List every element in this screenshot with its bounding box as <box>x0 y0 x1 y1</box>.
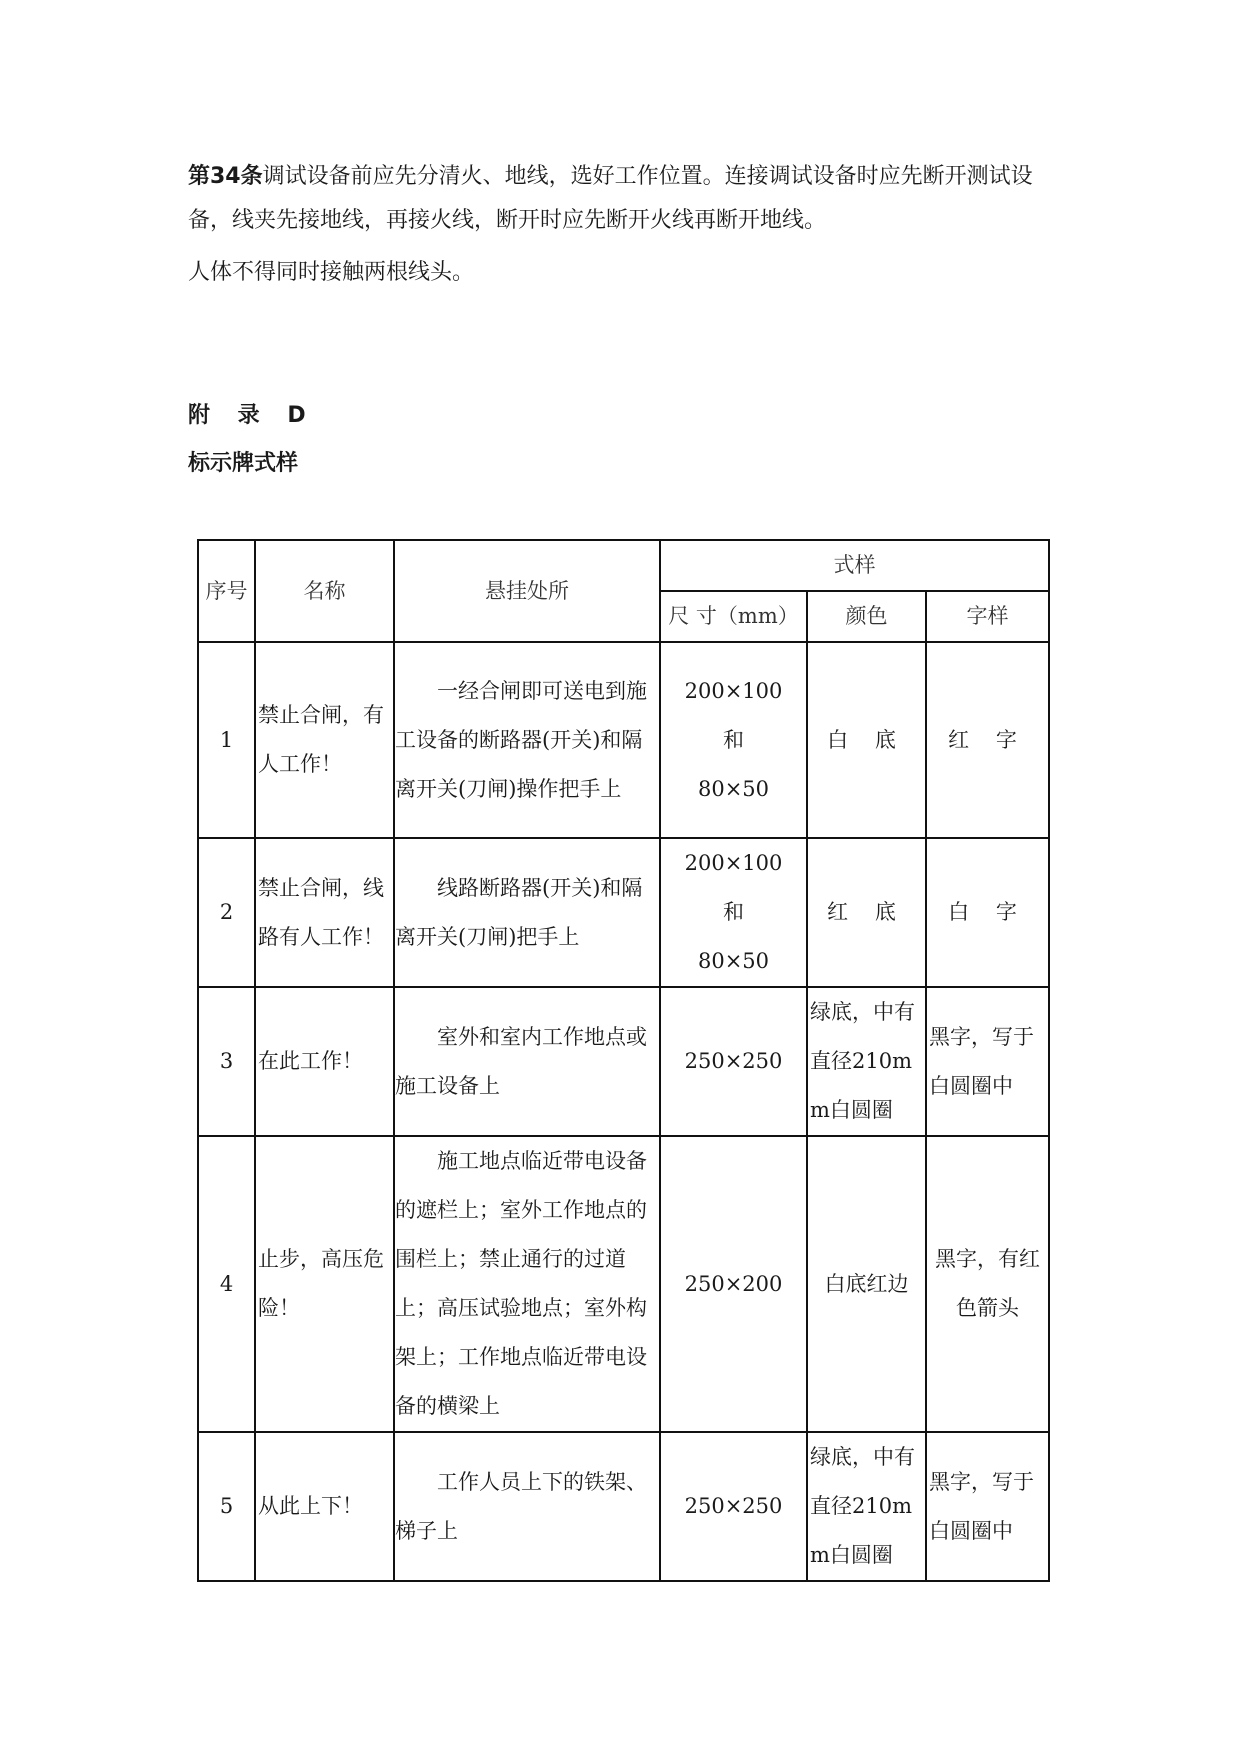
article-last-line: 人体不得同时接触两根线头。 <box>188 260 475 285</box>
size-secondary: 80×50 <box>697 949 770 973</box>
header-font: 字样 <box>926 591 1049 642</box>
header-style: 式样 <box>660 540 1049 591</box>
row-font: 黑字，有红色箭头 <box>926 1136 1049 1432</box>
row-name: 止步，高压危险！ <box>255 1136 394 1432</box>
row-no: 1 <box>198 642 255 838</box>
header-no: 序号 <box>198 540 255 642</box>
size-and: 和 <box>723 900 744 924</box>
sign-style-table <box>197 539 1050 1582</box>
table-row <box>198 642 1049 838</box>
row-color: 白底红边 <box>807 1136 926 1432</box>
row-name: 禁止合闸，有人工作！ <box>255 642 394 838</box>
row-place: 施工地点临近带电设备的遮栏上；室外工作地点的围栏上；禁止通行的过道上；高压试验地点；室外构架上；工作地点临近带电设备的横梁上 <box>394 1136 660 1432</box>
row-place: 一经合闸即可送电到施工设备的断路器(开关)和隔离开关(刀闸)操作把手上 <box>394 642 660 838</box>
row-size: 250×250 <box>660 987 807 1136</box>
article-text: 调试设备前应先分清火、地线，选好工作位置。连接调试设备时应先断开测试设备，线夹先接地线，再接火线，断开时应先断开火线再断开地线。 <box>188 164 1033 233</box>
row-name: 从此上下！ <box>255 1432 394 1581</box>
row-no: 5 <box>198 1432 255 1581</box>
article-paragraph <box>188 155 1068 243</box>
size-primary: 200×100 <box>684 851 783 875</box>
table-row <box>198 1136 1049 1432</box>
appendix-title: 附 录 D <box>188 403 316 428</box>
row-name: 在此工作！ <box>255 987 394 1136</box>
row-color: 绿底，中有直径210mm白圆圈 <box>807 1432 926 1581</box>
row-place: 线路断路器(开关)和隔离开关(刀闸)把手上 <box>394 838 660 987</box>
size-secondary: 80×50 <box>697 776 770 801</box>
row-size <box>660 838 807 987</box>
row-color: 绿底，中有直径210mm白圆圈 <box>807 987 926 1136</box>
row-color: 红 底 <box>807 838 926 987</box>
article-label: 第34条 <box>188 164 263 189</box>
table-row <box>198 838 1049 987</box>
header-color: 颜色 <box>807 591 926 642</box>
table-header-row <box>198 540 1049 591</box>
row-place: 工作人员上下的铁架、梯子上 <box>394 1432 660 1581</box>
table-row <box>198 987 1049 1136</box>
row-color: 白 底 <box>807 642 926 838</box>
header-name: 名称 <box>255 540 394 642</box>
row-no: 3 <box>198 987 255 1136</box>
row-size: 250×200 <box>660 1136 807 1432</box>
row-font: 黑字，写于白圆圈中 <box>926 987 1049 1136</box>
appendix-subtitle: 标示牌式样 <box>188 451 299 476</box>
row-no: 2 <box>198 838 255 987</box>
table-row <box>198 1432 1049 1581</box>
header-place: 悬挂处所 <box>394 540 660 642</box>
header-size: 尺 寸（mm） <box>660 591 807 642</box>
row-name: 禁止合闸，线路有人工作！ <box>255 838 394 987</box>
row-place: 室外和室内工作地点或施工设备上 <box>394 987 660 1136</box>
row-size: 250×250 <box>660 1432 807 1581</box>
row-font: 黑字，写于白圆圈中 <box>926 1432 1049 1581</box>
row-no: 4 <box>198 1136 255 1432</box>
size-primary: 200×100 <box>684 678 783 703</box>
size-and: 和 <box>723 727 744 752</box>
row-font: 红 字 <box>926 642 1049 838</box>
row-font: 白 字 <box>926 838 1049 987</box>
row-size <box>660 642 807 838</box>
